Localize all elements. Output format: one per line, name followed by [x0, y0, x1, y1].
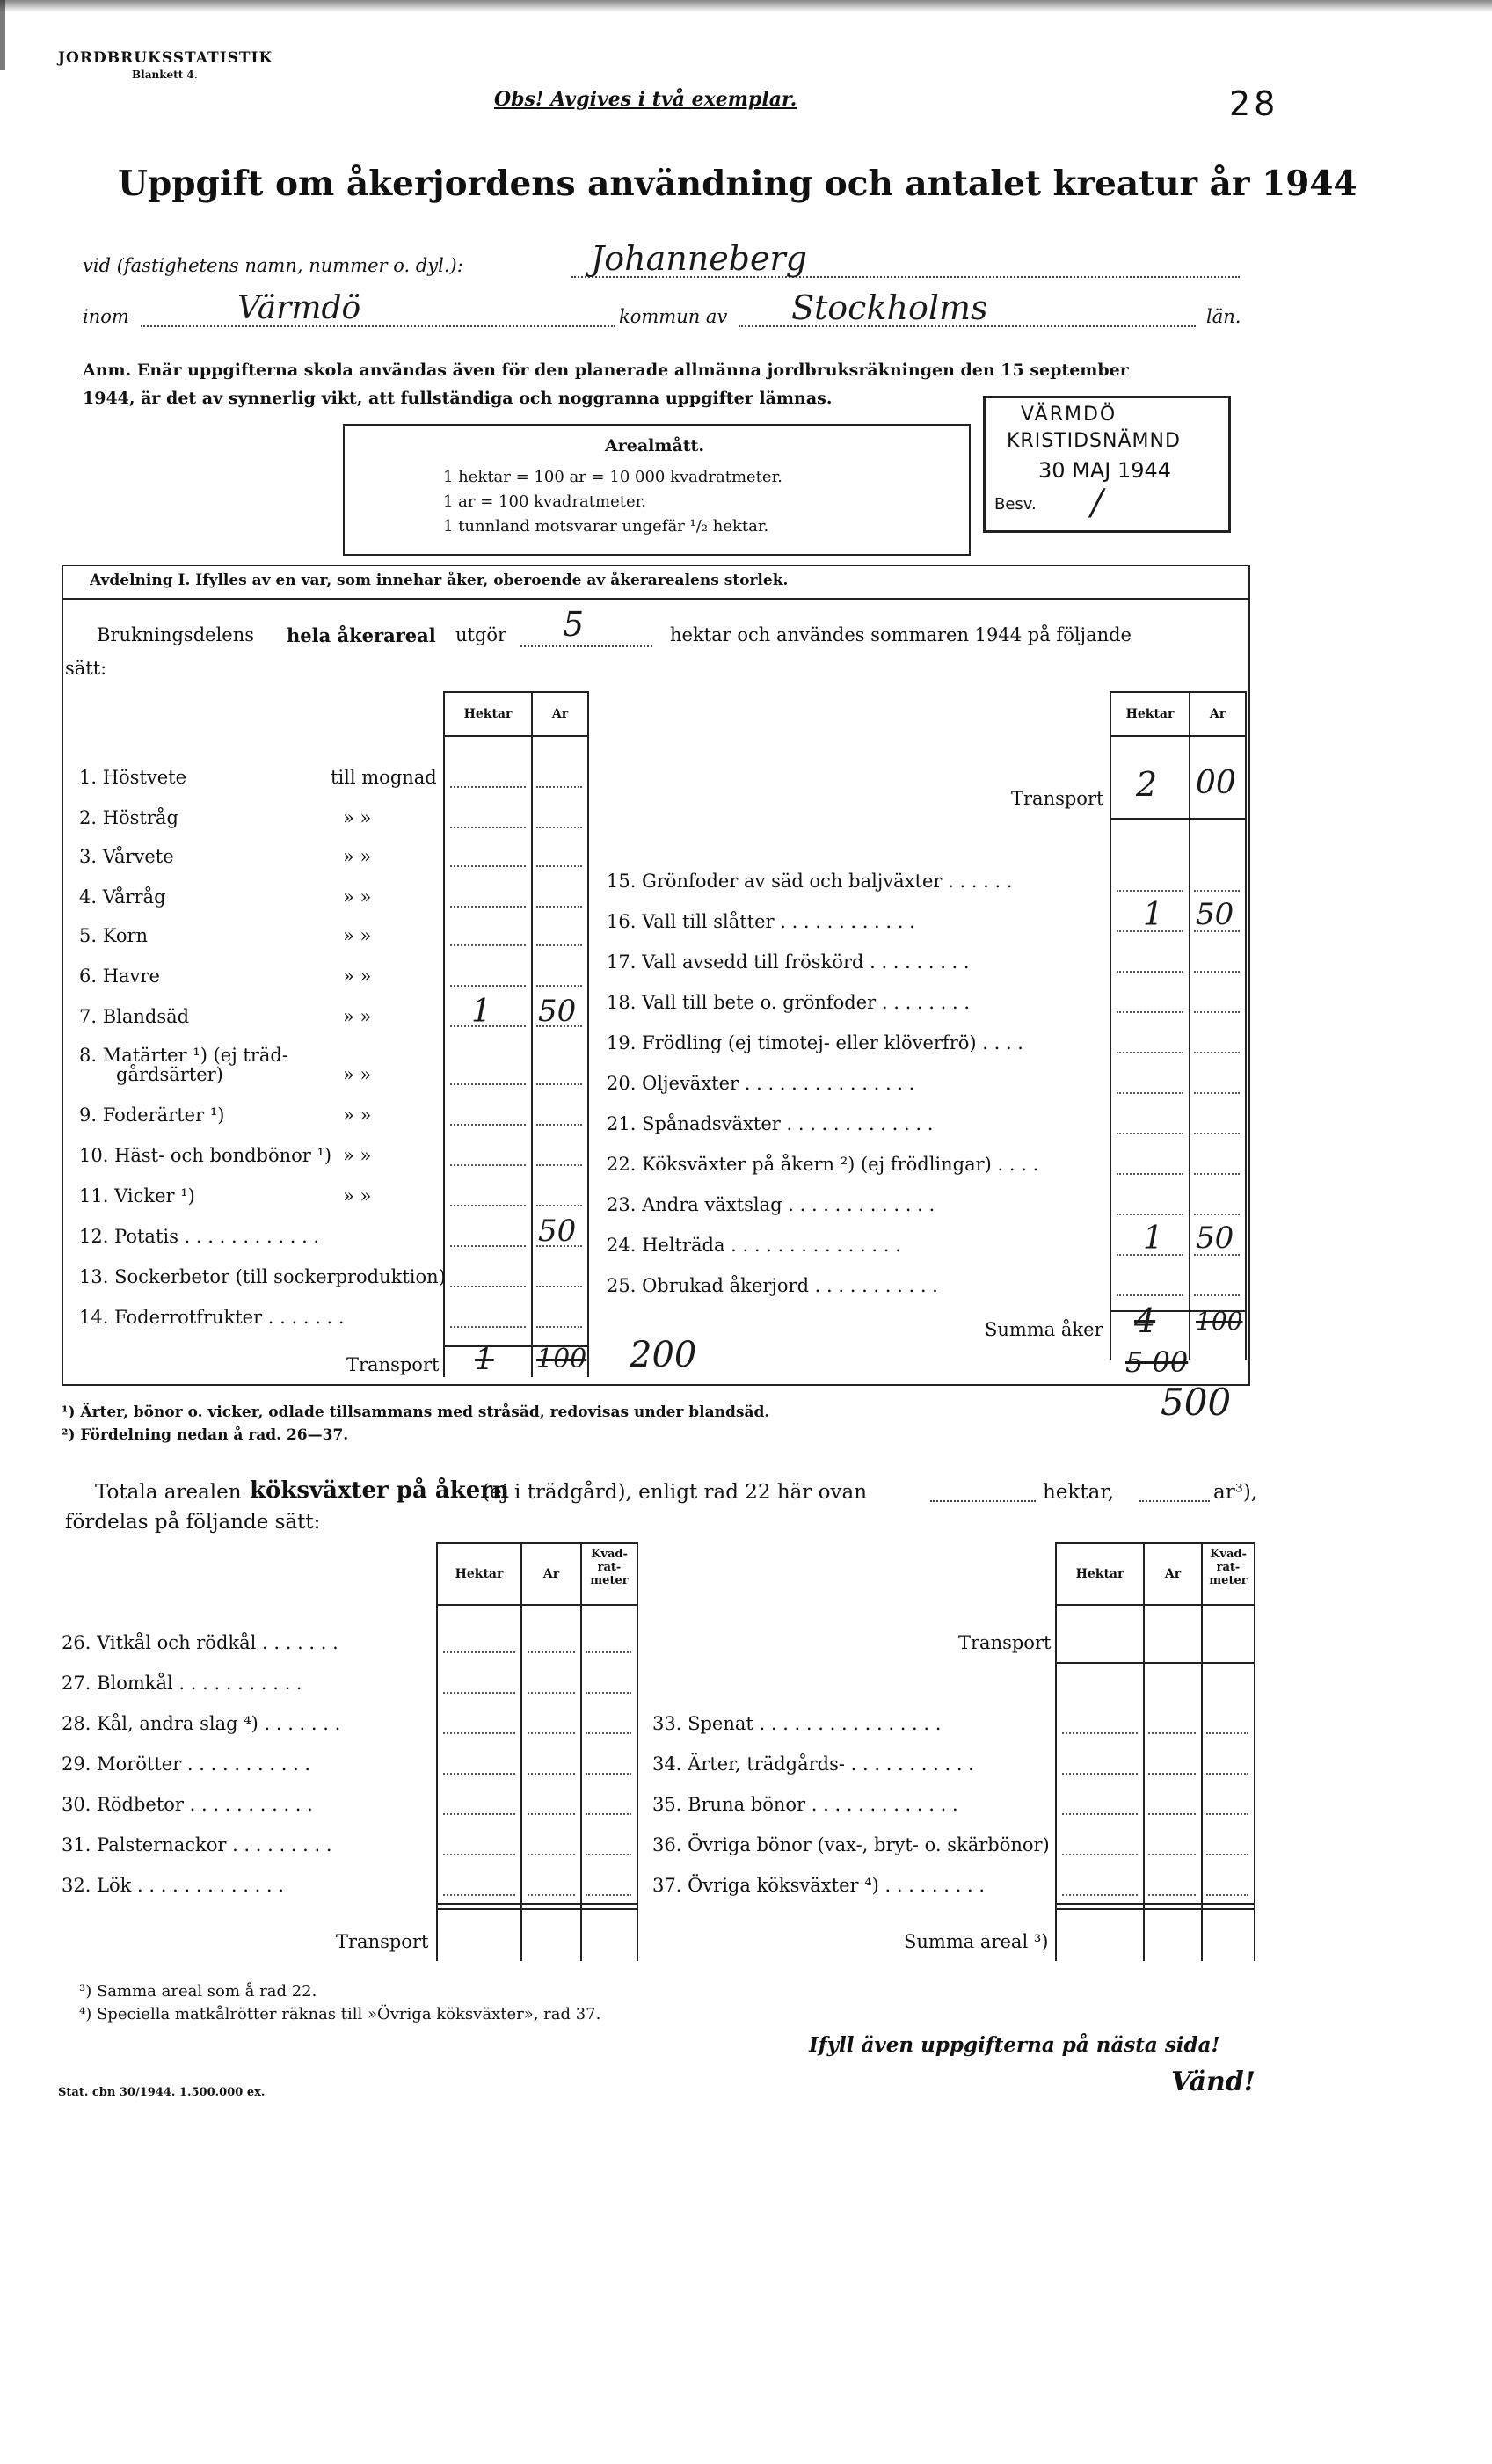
- right-col-hektar: Hektar: [1125, 707, 1175, 721]
- kommun-value[interactable]: Stockholms: [791, 288, 988, 327]
- left-row-qualifier: » »: [343, 1006, 372, 1027]
- ar-cell[interactable]: [1148, 1732, 1196, 1734]
- hektar-cell[interactable]: [443, 1854, 515, 1855]
- hektar-value[interactable]: 1: [1143, 1221, 1163, 1257]
- left-transport-label: Transport: [346, 1354, 440, 1375]
- kvm-cell[interactable]: [1206, 1854, 1248, 1855]
- s2-left-transport-label: Transport: [336, 1931, 429, 1952]
- arealmatt-line3: 1 tunnland motsvarar ungefär ¹/₂ hektar.: [443, 517, 769, 536]
- hektar-cell[interactable]: [443, 1692, 515, 1694]
- ar-cell[interactable]: [1194, 890, 1240, 892]
- ar-cell[interactable]: [1194, 971, 1240, 973]
- ar-cell[interactable]: [536, 1164, 582, 1166]
- left-row-qualifier: » »: [343, 966, 372, 987]
- hektar-cell[interactable]: [450, 1205, 526, 1206]
- hektar-value[interactable]: 1: [1143, 897, 1163, 933]
- ar-cell[interactable]: [536, 1124, 582, 1126]
- ar-cell[interactable]: [536, 827, 582, 828]
- ar-value[interactable]: 50: [538, 1214, 577, 1249]
- blankett-label: Blankett 4.: [132, 69, 198, 81]
- left-row-label: 11. Vicker ¹): [79, 1185, 195, 1206]
- s2-right-col-kvm: Kvad-rat-meter: [1209, 1548, 1248, 1587]
- ar-cell[interactable]: [1148, 1894, 1196, 1896]
- left-row-qualifier: » »: [343, 886, 372, 908]
- arealmatt-title: Arealmått.: [605, 436, 704, 456]
- inom-label: inom: [83, 306, 129, 327]
- left-col-hektar: Hektar: [463, 707, 513, 721]
- right-row-label: 19. Frödling (ej timotej- eller klöverfrö) . . . .: [607, 1032, 1023, 1053]
- kvm-cell[interactable]: [586, 1651, 631, 1653]
- ar-cell[interactable]: [528, 1732, 575, 1734]
- hektar-cell[interactable]: [1062, 1813, 1138, 1815]
- right-table-top: [1110, 691, 1247, 693]
- s2-left-top: [436, 1542, 638, 1544]
- ar-cell[interactable]: [536, 985, 582, 987]
- right-transport-rule: [1110, 818, 1247, 820]
- kvm-cell[interactable]: [586, 1813, 631, 1815]
- ar-cell[interactable]: [536, 786, 582, 788]
- right-row-label: 24. Helträda . . . . . . . . . . . . . . .: [607, 1235, 901, 1256]
- section1-intro-c: utgör: [455, 624, 507, 645]
- s2-left-header-rule: [436, 1604, 638, 1606]
- left-table-top: [443, 691, 589, 693]
- right-col-ar: Ar: [1209, 707, 1226, 721]
- right-table-col-b: [1189, 691, 1190, 1360]
- ar-cell[interactable]: [1148, 1773, 1196, 1775]
- left-row-label: 1. Höstvete: [79, 767, 187, 788]
- hektar-cell[interactable]: [1062, 1732, 1138, 1734]
- hektar-cell[interactable]: [1117, 1214, 1183, 1215]
- page-title: Uppgift om åkerjordens användning och antalet kreatur år 1944: [118, 164, 1357, 204]
- s2-left-row-label: 32. Lök . . . . . . . . . . . . .: [62, 1875, 284, 1896]
- right-row-label: 17. Vall avsedd till fröskörd . . . . . . . . .: [607, 951, 970, 973]
- kvm-cell[interactable]: [586, 1692, 631, 1694]
- ar-cell[interactable]: [1194, 1133, 1240, 1134]
- s2-right-header-rule: [1055, 1604, 1255, 1606]
- left-transport-ar[interactable]: 100: [536, 1344, 587, 1374]
- right-transport-ar[interactable]: 00: [1196, 765, 1236, 801]
- left-row-qualifier: » »: [343, 1145, 372, 1166]
- summa-aker-label: Summa åker: [985, 1319, 1103, 1340]
- stamp-line1: VÄRMDÖ: [1021, 404, 1117, 426]
- hektar-cell[interactable]: [1117, 1011, 1183, 1013]
- hektar-value[interactable]: 1: [471, 994, 491, 1030]
- right-transport-label: Transport: [1011, 788, 1104, 809]
- right-table-col-c: [1245, 691, 1247, 1360]
- s2-right-transport-label: Transport: [958, 1632, 1052, 1653]
- section1-intro-a: Brukningsdelens: [97, 624, 255, 645]
- section1-intro-b: hela åkerareal: [287, 624, 436, 646]
- s2-left-transport-rule: [436, 1903, 638, 1905]
- left-row-label: 9. Foderärter ¹): [79, 1104, 225, 1126]
- s2-right-row-label: 33. Spenat . . . . . . . . . . . . . . . .: [652, 1713, 942, 1734]
- ar-cell[interactable]: [536, 1083, 582, 1085]
- hektar-cell[interactable]: [443, 1773, 515, 1775]
- left-row-label: 8. Matärter ¹) (ej träd-: [79, 1045, 288, 1066]
- inom-value[interactable]: Värmdö: [237, 290, 361, 326]
- ar-cell[interactable]: [536, 1326, 582, 1328]
- hektar-cell[interactable]: [1062, 1894, 1138, 1896]
- right-row-label: 25. Obrukad åkerjord . . . . . . . . . . .: [607, 1275, 938, 1296]
- right-row-label: 20. Oljeväxter . . . . . . . . . . . . . . .: [607, 1073, 915, 1094]
- kvm-cell[interactable]: [1206, 1773, 1248, 1775]
- kvm-cell[interactable]: [586, 1894, 631, 1896]
- anm-line2: 1944, är det av synnerlig vikt, att fullständiga och noggranna uppgifter lämnas.: [83, 389, 833, 408]
- left-row-qualifier: » »: [343, 1064, 372, 1085]
- s2-left-row-label: 30. Rödbetor . . . . . . . . . . .: [62, 1794, 313, 1815]
- ar-cell[interactable]: [536, 1286, 582, 1287]
- turn-note: Vänd!: [1171, 2067, 1255, 2097]
- anm-line1: Anm. Enär uppgifterna skola användas även för den planerade allmänna jordbruksräkningen den 15 september: [83, 361, 1129, 380]
- left-row-label: 10. Häst- och bondbönor ¹): [79, 1145, 332, 1166]
- left-row-qualifier: till mognad: [331, 767, 437, 788]
- s2-left-row-label: 29. Morötter . . . . . . . . . . .: [62, 1753, 311, 1775]
- kommun-label: kommun av: [619, 306, 728, 327]
- ar-value[interactable]: 50: [1196, 1221, 1234, 1256]
- hektar-cell[interactable]: [450, 1083, 526, 1085]
- series-title: JORDBRUKSSTATISTIK: [58, 49, 273, 67]
- kvm-cell[interactable]: [586, 1854, 631, 1855]
- ar-cell[interactable]: [528, 1894, 575, 1896]
- ar-value[interactable]: 50: [1196, 897, 1234, 932]
- section2-intro-b: köksväxter på åkern: [250, 1477, 509, 1504]
- section1-heading: Avdelning I. Ifylles av en var, som innehar åker, oberoende av åkerarealens storlek.: [90, 572, 789, 589]
- right-row-label: 16. Vall till slåtter . . . . . . . . . . . .: [607, 911, 915, 932]
- vid-value[interactable]: Johanneberg: [591, 239, 807, 278]
- ar-cell[interactable]: [1194, 1214, 1240, 1215]
- s2-left-row-label: 27. Blomkål . . . . . . . . . . .: [62, 1673, 302, 1694]
- kvm-cell[interactable]: [1206, 1894, 1248, 1896]
- ar-value[interactable]: 50: [538, 994, 577, 1029]
- section2-intro-e: ar³),: [1213, 1481, 1258, 1504]
- hektar-cell[interactable]: [450, 865, 526, 867]
- kvm-cell[interactable]: [586, 1732, 631, 1734]
- section2-intro-d: hektar,: [1043, 1481, 1115, 1504]
- hektar-cell[interactable]: [1117, 1294, 1183, 1296]
- ar-cell[interactable]: [528, 1813, 575, 1815]
- s2-right-summa-rule: [1055, 1903, 1255, 1905]
- scan-edge-top: [0, 0, 1492, 12]
- lan-label: län.: [1206, 306, 1241, 327]
- s2-right-top: [1055, 1542, 1255, 1544]
- ar-cell[interactable]: [1148, 1813, 1196, 1815]
- left-row-qualifier: » »: [343, 1185, 372, 1206]
- hektar-cell[interactable]: [450, 1164, 526, 1166]
- hektar-cell[interactable]: [450, 944, 526, 946]
- hektar-cell[interactable]: [443, 1732, 515, 1734]
- left-row-label: 7. Blandsäd: [79, 1006, 190, 1027]
- hektar-cell[interactable]: [443, 1894, 515, 1896]
- hektar-cell[interactable]: [450, 786, 526, 788]
- hektar-cell[interactable]: [1117, 971, 1183, 973]
- section2-ar-line: [1139, 1500, 1210, 1502]
- scan-edge-left: [0, 0, 5, 70]
- hektar-cell[interactable]: [1117, 1173, 1183, 1175]
- page-number: 28: [1229, 84, 1279, 123]
- ar-cell[interactable]: [1194, 1092, 1240, 1094]
- left-row-qualifier: » »: [343, 807, 372, 828]
- s2-left-transport-rule2: [436, 1908, 638, 1910]
- left-table-col-c: [587, 691, 589, 1377]
- hektar-cell[interactable]: [450, 827, 526, 828]
- left-row-qualifier: » »: [343, 925, 372, 946]
- s2-right-row-label: 35. Bruna bönor . . . . . . . . . . . . .: [652, 1794, 958, 1815]
- kvm-cell[interactable]: [586, 1773, 631, 1775]
- s2-right-transport-rule: [1055, 1662, 1255, 1664]
- hektar-cell[interactable]: [1117, 890, 1183, 892]
- left-col-ar: Ar: [551, 707, 569, 721]
- left-transport-correction[interactable]: 200: [630, 1335, 697, 1375]
- s2-left-col-hektar: Hektar: [455, 1567, 504, 1581]
- s2-right-row-label: 36. Övriga bönor (vax-, bryt- o. skärbönor): [652, 1834, 1050, 1855]
- hektar-cell[interactable]: [450, 1124, 526, 1126]
- summa-aker-hektar[interactable]: 4: [1134, 1301, 1156, 1340]
- arealmatt-line2: 1 ar = 100 kvadratmeter.: [443, 492, 646, 511]
- ar-cell[interactable]: [1194, 1011, 1240, 1013]
- right-row-label: 22. Köksväxter på åkern ²) (ej frödlingar) . . . .: [607, 1154, 1039, 1175]
- hektar-cell[interactable]: [450, 1326, 526, 1328]
- hektar-cell[interactable]: [1062, 1773, 1138, 1775]
- s2-left-row-label: 31. Palsternackor . . . . . . . . .: [62, 1834, 332, 1855]
- ar-cell[interactable]: [528, 1773, 575, 1775]
- hektar-cell[interactable]: [450, 1286, 526, 1287]
- hektar-cell[interactable]: [1117, 1133, 1183, 1134]
- notice: Obs! Avgives i två exemplar.: [494, 88, 797, 111]
- left-row-label: 3. Vårvete: [79, 846, 174, 867]
- left-table-header-rule: [443, 735, 589, 737]
- section1-heading-rule: [62, 598, 1248, 600]
- right-table-col-a: [1110, 691, 1111, 1360]
- left-row-label: 5. Korn: [79, 925, 149, 946]
- hektar-cell[interactable]: [450, 906, 526, 908]
- s2-left-col-kvm: Kvad-rat-meter: [590, 1548, 629, 1587]
- ar-cell[interactable]: [528, 1854, 575, 1855]
- ar-cell[interactable]: [536, 1205, 582, 1206]
- kvm-cell[interactable]: [1206, 1813, 1248, 1815]
- section2-intro-f: fördelas på följande sätt:: [65, 1511, 321, 1534]
- summa-aker-correction[interactable]: 500: [1161, 1381, 1232, 1424]
- left-transport-hektar[interactable]: 1: [475, 1342, 494, 1377]
- ar-cell[interactable]: [1148, 1854, 1196, 1855]
- arealmatt-box: [343, 424, 971, 556]
- stamp-date: 30 MAJ 1944: [1038, 458, 1172, 483]
- right-transport-hektar[interactable]: 2: [1136, 765, 1158, 804]
- left-row-label: 14. Foderrotfrukter . . . . . . .: [79, 1307, 345, 1328]
- ar-cell[interactable]: [536, 944, 582, 946]
- ar-cell[interactable]: [536, 906, 582, 908]
- s2-summa-label: Summa areal ³): [904, 1931, 1049, 1952]
- right-row-label: 18. Vall till bete o. grönfoder . . . . . . . .: [607, 992, 971, 1013]
- right-row-label: 15. Grönfoder av säd och baljväxter . . . . . .: [607, 871, 1013, 892]
- left-row-label: 12. Potatis . . . . . . . . . . . .: [79, 1226, 320, 1247]
- footnote-2: ²) Fördelning nedan å rad. 26—37.: [62, 1426, 349, 1444]
- received-stamp: [983, 396, 1231, 533]
- ar-cell[interactable]: [528, 1692, 575, 1694]
- hektar-cell[interactable]: [1117, 1092, 1183, 1094]
- stamp-besv-value: /: [1091, 483, 1103, 523]
- stamp-besv-label: Besv.: [994, 495, 1037, 514]
- section1-frame: [62, 565, 1250, 1386]
- s2-left-col-ar: Ar: [542, 1567, 560, 1581]
- hektar-cell[interactable]: [1062, 1854, 1138, 1855]
- stamp-line2: KRISTIDSNÄMND: [1007, 430, 1181, 452]
- hektar-cell[interactable]: [450, 985, 526, 987]
- inom-line: [141, 325, 615, 327]
- s2-right-col-hektar: Hektar: [1075, 1567, 1124, 1581]
- hektar-cell[interactable]: [443, 1813, 515, 1815]
- left-table-col-b: [531, 691, 533, 1377]
- section2-intro-c: (ej i trädgård), enligt rad 22 här ovan: [482, 1481, 868, 1504]
- left-row-qualifier: » »: [343, 846, 372, 867]
- right-row-label: 21. Spånadsväxter . . . . . . . . . . . . .: [607, 1113, 934, 1134]
- s2-right-row-label: 37. Övriga köksväxter ⁴) . . . . . . . . .: [652, 1875, 985, 1896]
- s2-right-row-label: 34. Ärter, trädgårds- . . . . . . . . . . .: [652, 1753, 974, 1775]
- footnote-3: ³) Samma areal som å rad 22.: [79, 1982, 317, 2001]
- left-row-label: 2. Höstråg: [79, 807, 178, 828]
- left-row-label: 6. Havre: [79, 966, 160, 987]
- footnote-4: ⁴) Speciella matkålrötter räknas till »Övriga köksväxter», rad 37.: [79, 2005, 601, 2023]
- s2-right-summa-rule2: [1055, 1908, 1255, 1910]
- arealmatt-line1: 1 hektar = 100 ar = 10 000 kvadratmeter.: [443, 468, 782, 486]
- s2-right-col-ar: Ar: [1164, 1567, 1182, 1581]
- right-table-header-rule: [1110, 735, 1247, 737]
- summa-aker-ar[interactable]: 100: [1196, 1307, 1243, 1336]
- ar-cell[interactable]: [1194, 1052, 1240, 1053]
- ar-cell[interactable]: [536, 865, 582, 867]
- total-area-value[interactable]: 5: [563, 605, 585, 644]
- vid-label: vid (fastighetens namn, nummer o. dyl.):: [83, 255, 463, 276]
- summa-aker-struck: 5 00: [1125, 1345, 1189, 1379]
- hektar-cell[interactable]: [450, 1245, 526, 1247]
- left-row-label: gårdsärter): [116, 1064, 223, 1085]
- section1-intro-e: sätt:: [65, 658, 107, 679]
- left-row-qualifier: » »: [343, 1104, 372, 1126]
- fill-note: Ifyll även uppgifterna på nästa sida!: [809, 2033, 1220, 2057]
- right-row-label: 23. Andra växtslag . . . . . . . . . . . . .: [607, 1194, 935, 1215]
- total-area-line: [520, 645, 652, 647]
- ar-cell[interactable]: [528, 1651, 575, 1653]
- left-row-label: 13. Sockerbetor (till sockerproduktion): [79, 1266, 446, 1287]
- ar-cell[interactable]: [1194, 1294, 1240, 1296]
- kvm-cell[interactable]: [1206, 1732, 1248, 1734]
- left-row-label: 4. Vårråg: [79, 886, 166, 908]
- footnote-1: ¹) Ärter, bönor o. vicker, odlade tillsammans med stråsäd, redovisas under blandsäd.: [62, 1403, 770, 1421]
- section1-intro-d: hektar och användes sommaren 1944 på följande: [670, 624, 1132, 645]
- section2-hektar-line: [930, 1500, 1036, 1502]
- section2-intro-a: Totala arealen: [95, 1481, 242, 1504]
- hektar-cell[interactable]: [443, 1651, 515, 1653]
- print-info: Stat. cbn 30/1944. 1.500.000 ex.: [58, 2086, 266, 2099]
- hektar-cell[interactable]: [1117, 1052, 1183, 1053]
- s2-left-row-label: 28. Kål, andra slag ⁴) . . . . . . .: [62, 1713, 341, 1734]
- ar-cell[interactable]: [1194, 1173, 1240, 1175]
- s2-left-row-label: 26. Vitkål och rödkål . . . . . . .: [62, 1632, 338, 1653]
